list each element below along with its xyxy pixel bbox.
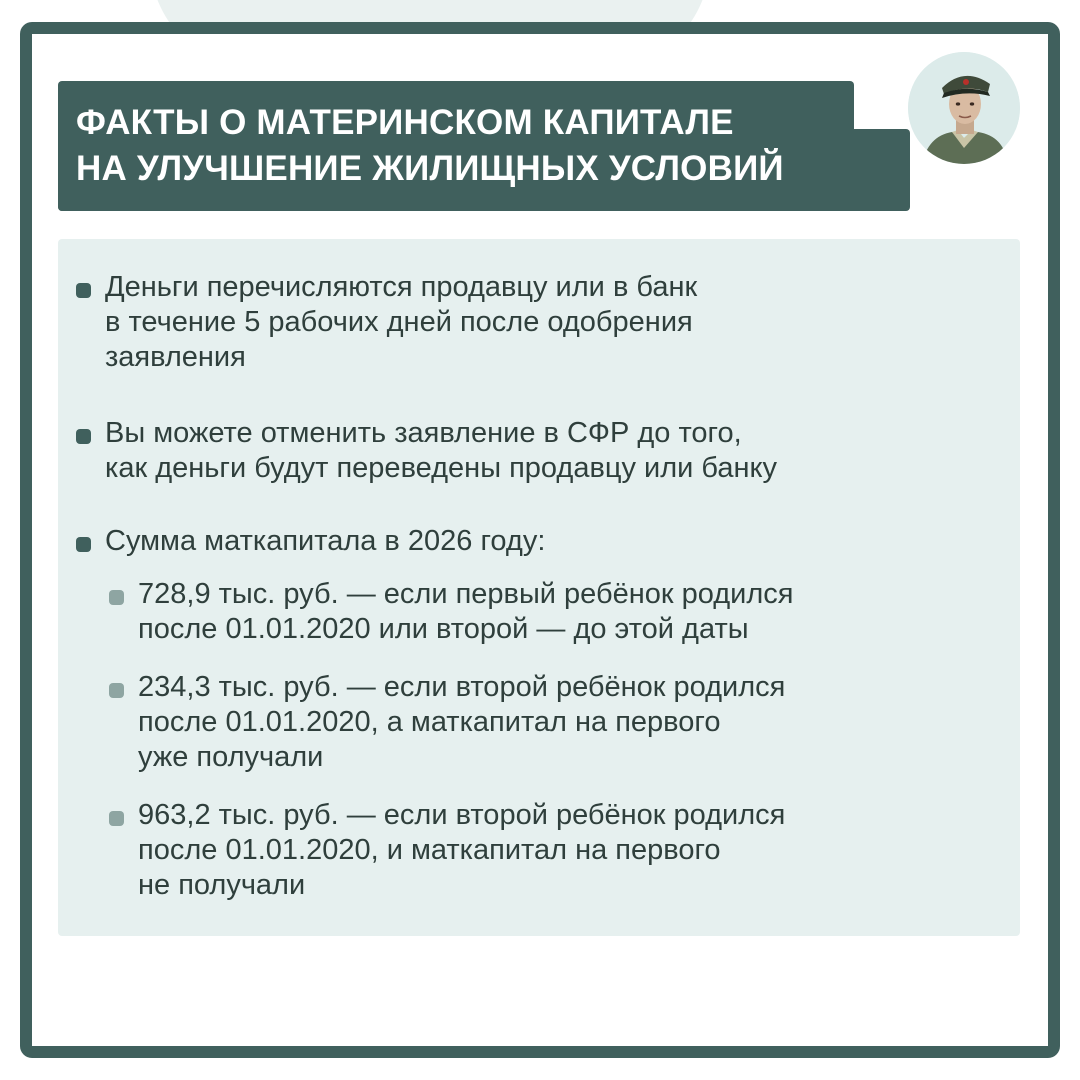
- sub-list-item: [138, 798, 785, 903]
- bullet-icon: [76, 283, 91, 298]
- soldier-portrait-icon: [908, 52, 1020, 164]
- fact-text: Вы можете отменить заявление в СФР до того,: [105, 417, 742, 449]
- list-item: [105, 270, 697, 375]
- facts-card: [58, 239, 1020, 936]
- page-title: [58, 81, 910, 211]
- title-line-2: НА УЛУЧШЕНИЕ ЖИЛИЩНЫХ УСЛОВИЙ: [76, 149, 784, 188]
- sub-bullet-icon: [109, 811, 124, 826]
- fact-text: как деньги будут переведены продавцу или банку: [105, 452, 778, 484]
- fact-text: в течение 5 рабочих дней после одобрения: [105, 306, 693, 338]
- sub-fact-text: уже получали: [138, 741, 324, 773]
- sub-fact-text: 728,9 тыс. руб. — если первый ребёнок родился: [138, 578, 794, 610]
- list-item: [105, 524, 545, 559]
- sub-list-item: [138, 577, 793, 647]
- sub-fact-text: после 01.01.2020, и маткапитал на первого: [138, 834, 721, 866]
- sub-fact-text: 234,3 тыс. руб. — если второй ребёнок родился: [138, 671, 786, 703]
- bullet-icon: [76, 537, 91, 552]
- sub-fact-text: не получали: [138, 869, 306, 901]
- sub-bullet-icon: [109, 590, 124, 605]
- list-item: [105, 416, 777, 486]
- sub-fact-text: 963,2 тыс. руб. — если второй ребёнок родился: [138, 799, 786, 831]
- sub-list-item: [138, 670, 785, 775]
- fact-text: Сумма маткапитала в 2026 году:: [105, 525, 546, 557]
- fact-text: Деньги перечисляются продавцу или в банк: [105, 271, 698, 303]
- title-line-1: ФАКТЫ О МАТЕРИНСКОМ КАПИТАЛЕ: [76, 103, 734, 142]
- sub-bullet-icon: [109, 683, 124, 698]
- fact-text: заявления: [105, 341, 246, 373]
- sub-fact-text: после 01.01.2020, а маткапитал на первого: [138, 706, 721, 738]
- bullet-icon: [76, 429, 91, 444]
- sub-fact-text: после 01.01.2020 или второй — до этой даты: [138, 613, 749, 645]
